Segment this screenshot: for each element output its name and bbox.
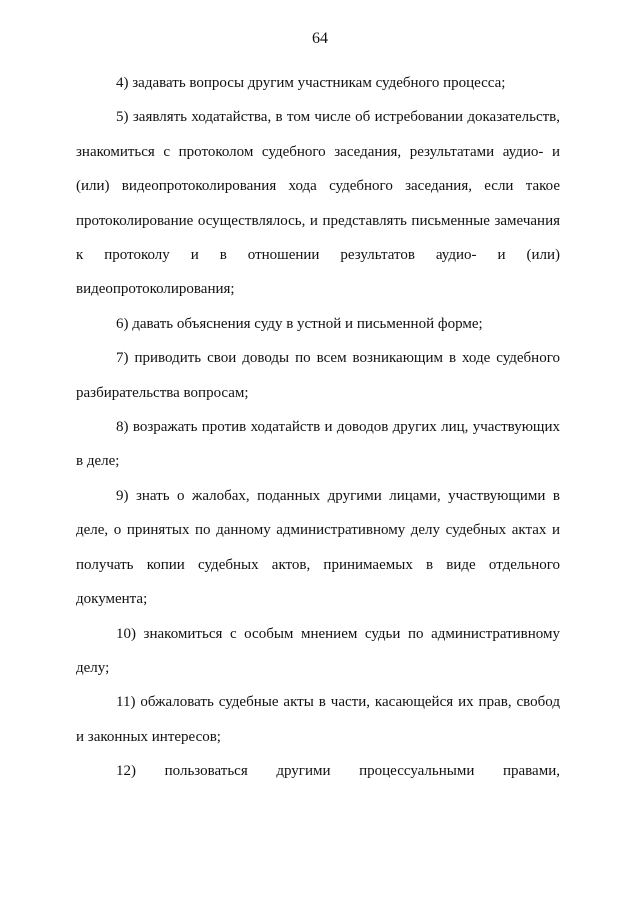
paragraph-item-7: 7) приводить свои доводы по всем возникающим в ходе судебного разбирательства вопросам; — [76, 350, 560, 401]
paragraph-item-4: 4) задавать вопросы другим участникам судебного процесса; — [116, 75, 506, 91]
paragraph-item-9: 9) знать о жалобах, поданных другими лицами, участвующими в деле, о принятых по данному административному делу судебных актах и получать копии судебных актов, принимаемых в виде отдельного документа; — [76, 487, 560, 608]
paragraph-item-5: 5) заявлять ходатайства, в том числе об истребовании доказательств, знакомиться с протоколом судебного заседания, результатами аудио- и (или) видеопротоколирования хода судебного заседания, если такое протоколирование осуществлялось, и представлять письменные замечания к протоколу и в отношении результатов аудио- и (или) видеопротоколирования; — [76, 109, 560, 298]
paragraph-item-12: 12) пользоваться другими процессуальными правами, — [116, 763, 560, 780]
paragraph-item-10: 10) знакомиться с особым мнением судьи по административному делу; — [76, 625, 560, 676]
page-number: 64 — [312, 30, 328, 47]
paragraph-item-11: 11) обжаловать судебные акты в части, касающейся их прав, свобод и законных интересов; — [76, 694, 560, 745]
document-body — [76, 66, 560, 789]
paragraph-item-8: 8) возражать против ходатайств и доводов других лиц, участвующих в деле; — [76, 419, 560, 470]
paragraph-item-6: 6) давать объяснения суду в устной и письменной форме; — [116, 315, 483, 332]
